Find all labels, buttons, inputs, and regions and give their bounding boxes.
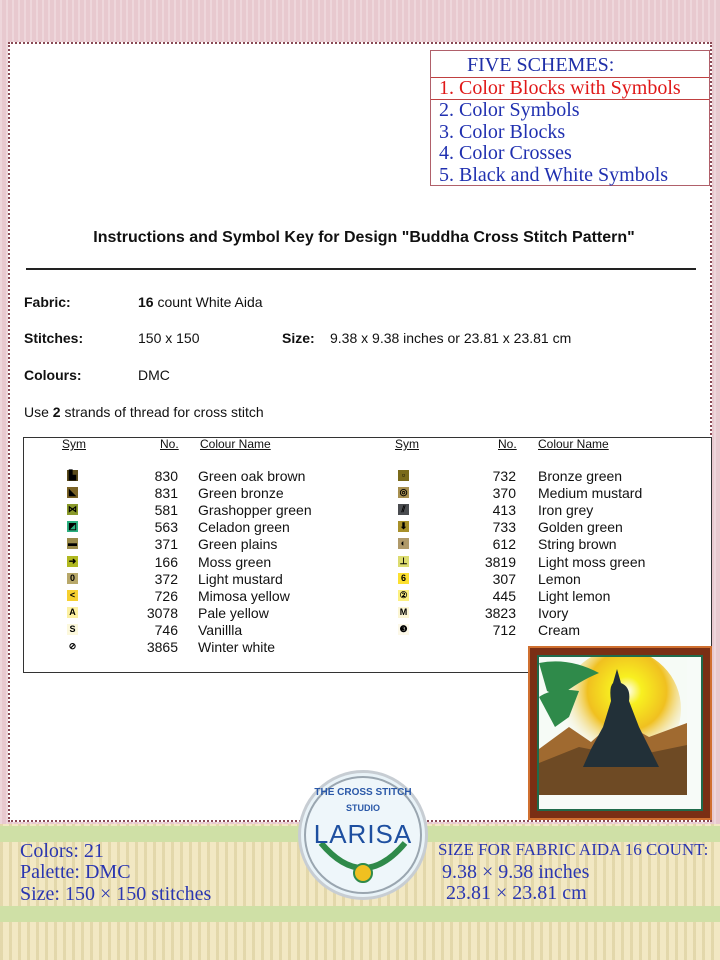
dmc-number: 732: [492, 468, 516, 484]
dmc-number: 413: [492, 502, 516, 519]
scheme-item-1[interactable]: 1. Color Blocks with Symbols: [431, 77, 709, 101]
color-swatch-icon: ⊘: [68, 641, 77, 651]
key-row-right-2: [0, 485, 720, 502]
key-row-right-8: [0, 588, 720, 605]
color-swatch-icon: ▙: [67, 470, 78, 481]
color-swatch-icon: ②: [399, 589, 408, 600]
stitch-size: Size: 150 × 150 stitches: [20, 883, 212, 905]
preview-scene: [539, 657, 701, 809]
key-row-right-1: [0, 468, 720, 485]
color-swatch-icon: M: [399, 606, 408, 617]
buddha-silhouette-image: [539, 657, 687, 795]
color-swatch-icon: 0: [67, 573, 78, 584]
colour-name: Green plains: [198, 536, 278, 553]
header-no-left: No.: [160, 437, 179, 451]
color-swatch-icon: ◎: [399, 487, 408, 498]
header-sym-right: Sym: [395, 437, 419, 451]
colour-name: Mimosa yellow: [198, 587, 290, 604]
color-swatch-icon: ⬇: [399, 521, 408, 532]
dmc-number: 726: [154, 587, 178, 604]
dmc-number: 581: [154, 502, 178, 519]
dmc-number: 612: [492, 536, 516, 553]
size-value: 9.38 x 9.38 inches or 23.81 x 23.81 cm: [330, 330, 572, 346]
scheme-item-3[interactable]: 3. Color Blocks: [439, 120, 566, 143]
color-swatch-icon: A: [67, 607, 78, 618]
colour-name: Winter white: [198, 639, 276, 655]
key-row-right-9: [0, 605, 720, 622]
fabric-count: 16: [138, 294, 154, 310]
scheme-item-4[interactable]: 4. Color Crosses: [439, 142, 572, 164]
colour-name: Golden green: [538, 519, 623, 536]
dmc-number: 733: [492, 519, 516, 536]
dmc-number: 3819: [484, 553, 516, 570]
dmc-number: 3823: [484, 604, 516, 621]
color-swatch-icon: ❸: [399, 623, 408, 634]
dmc-number: 445: [492, 587, 516, 604]
colour-name: Vanillla: [198, 621, 243, 638]
strands-note: [24, 404, 264, 420]
strands-num: 2: [52, 404, 61, 420]
dmc-number: 830: [154, 468, 178, 484]
color-swatch-icon: ➜: [68, 555, 77, 566]
color-swatch-icon: ⊥: [399, 555, 408, 566]
color-swatch-icon: ▫: [398, 470, 409, 481]
colour-name: Iron grey: [538, 502, 594, 519]
page-title: Instructions and Symbol Key for Design "Buddha Cross Stitch Pattern": [93, 229, 635, 246]
key-row-right-6: [0, 554, 720, 571]
logo-studio-text: STUDIO: [345, 803, 380, 813]
stitches-value: 150 x 150: [138, 330, 200, 346]
color-swatch-icon: ⫽: [398, 504, 409, 515]
color-swatch-icon: <: [67, 590, 78, 601]
colour-name: Green bronze: [198, 485, 284, 502]
colour-name: Celadon green: [198, 519, 290, 536]
size-inches: 9.38 × 9.38 inches: [442, 861, 590, 883]
scheme-item-2[interactable]: 2. Color Symbols: [439, 99, 580, 121]
color-swatch-icon: ▬: [68, 538, 77, 549]
schemes-title: FIVE SCHEMES:: [467, 54, 615, 76]
dmc-number: 3078: [146, 604, 178, 621]
color-swatch-icon: ⋈: [68, 504, 77, 515]
colour-name: Ivory: [538, 604, 569, 621]
fabric-rest: count White Aida: [157, 294, 263, 310]
title-divider: [26, 268, 696, 270]
colours-value: DMC: [138, 367, 170, 383]
color-swatch-icon: ◐: [398, 538, 409, 549]
header-name-left: Colour Name: [200, 437, 271, 451]
colours-label: Colours:: [24, 367, 82, 383]
studio-logo: [298, 770, 428, 900]
key-row-right-5: [0, 536, 720, 553]
color-swatch-icon: ◣: [67, 487, 78, 498]
size-label: Size:: [282, 330, 315, 346]
scheme-item-5[interactable]: 5. Black and White Symbols: [439, 163, 669, 186]
logo-name: LARISA: [313, 819, 413, 849]
dmc-number: 166: [154, 553, 178, 570]
dmc-number: 831: [154, 485, 178, 502]
colour-name: Light lemon: [538, 587, 611, 604]
colour-name: Light mustard: [198, 570, 283, 587]
colors-count: Colors: 21: [20, 840, 104, 862]
fabric-value: [138, 294, 263, 310]
schemes-box: [430, 50, 710, 186]
dmc-number: 371: [154, 536, 178, 553]
colour-name: String brown: [538, 536, 617, 553]
header-sym-left: Sym: [62, 437, 86, 451]
colour-name: Light moss green: [538, 553, 646, 570]
colour-name: Medium mustard: [538, 485, 643, 502]
size-cm: 23.81 × 23.81 cm: [446, 882, 587, 904]
colour-name: Cream: [538, 621, 581, 638]
color-swatch-icon: 6: [398, 573, 409, 584]
dmc-number: 370: [492, 485, 516, 502]
colour-name: Grashopper green: [198, 502, 312, 519]
colour-name: Green oak brown: [198, 468, 306, 484]
key-row-right-7: [0, 571, 720, 588]
stitches-label: Stitches:: [24, 330, 84, 346]
colour-name: Moss green: [198, 553, 272, 570]
header-name-right: Colour Name: [538, 437, 609, 451]
key-row-right-3: [0, 502, 720, 519]
decorative-strip-bottom: [0, 906, 720, 922]
color-swatch-icon: ◩: [68, 521, 77, 532]
colour-name: Pale yellow: [198, 604, 269, 621]
colour-name: Bronze green: [538, 468, 623, 484]
key-row-right-4: [0, 519, 720, 536]
palette-info: Palette: DMC: [20, 861, 131, 883]
dmc-number: 307: [492, 570, 516, 587]
key-row-right-10: [0, 622, 720, 639]
strands-pre: Use: [24, 404, 49, 420]
strands-post: strands of thread for cross stitch: [64, 404, 264, 420]
dmc-number: 563: [154, 519, 178, 536]
buddha-preview-image: [528, 646, 712, 820]
dmc-number: 372: [154, 570, 178, 587]
color-swatch-icon: S: [67, 624, 78, 635]
header-no-right: No.: [498, 437, 517, 451]
fabric-size-title: SIZE FOR FABRIC AIDA 16 COUNT:: [438, 840, 709, 859]
dmc-number: 746: [154, 621, 178, 638]
dmc-number: 3865: [146, 639, 178, 655]
fabric-label: Fabric:: [24, 294, 71, 310]
logo-top-text: THE CROSS STITCH: [314, 787, 412, 798]
dmc-number: 712: [492, 621, 516, 638]
colour-name: Lemon: [538, 570, 581, 587]
